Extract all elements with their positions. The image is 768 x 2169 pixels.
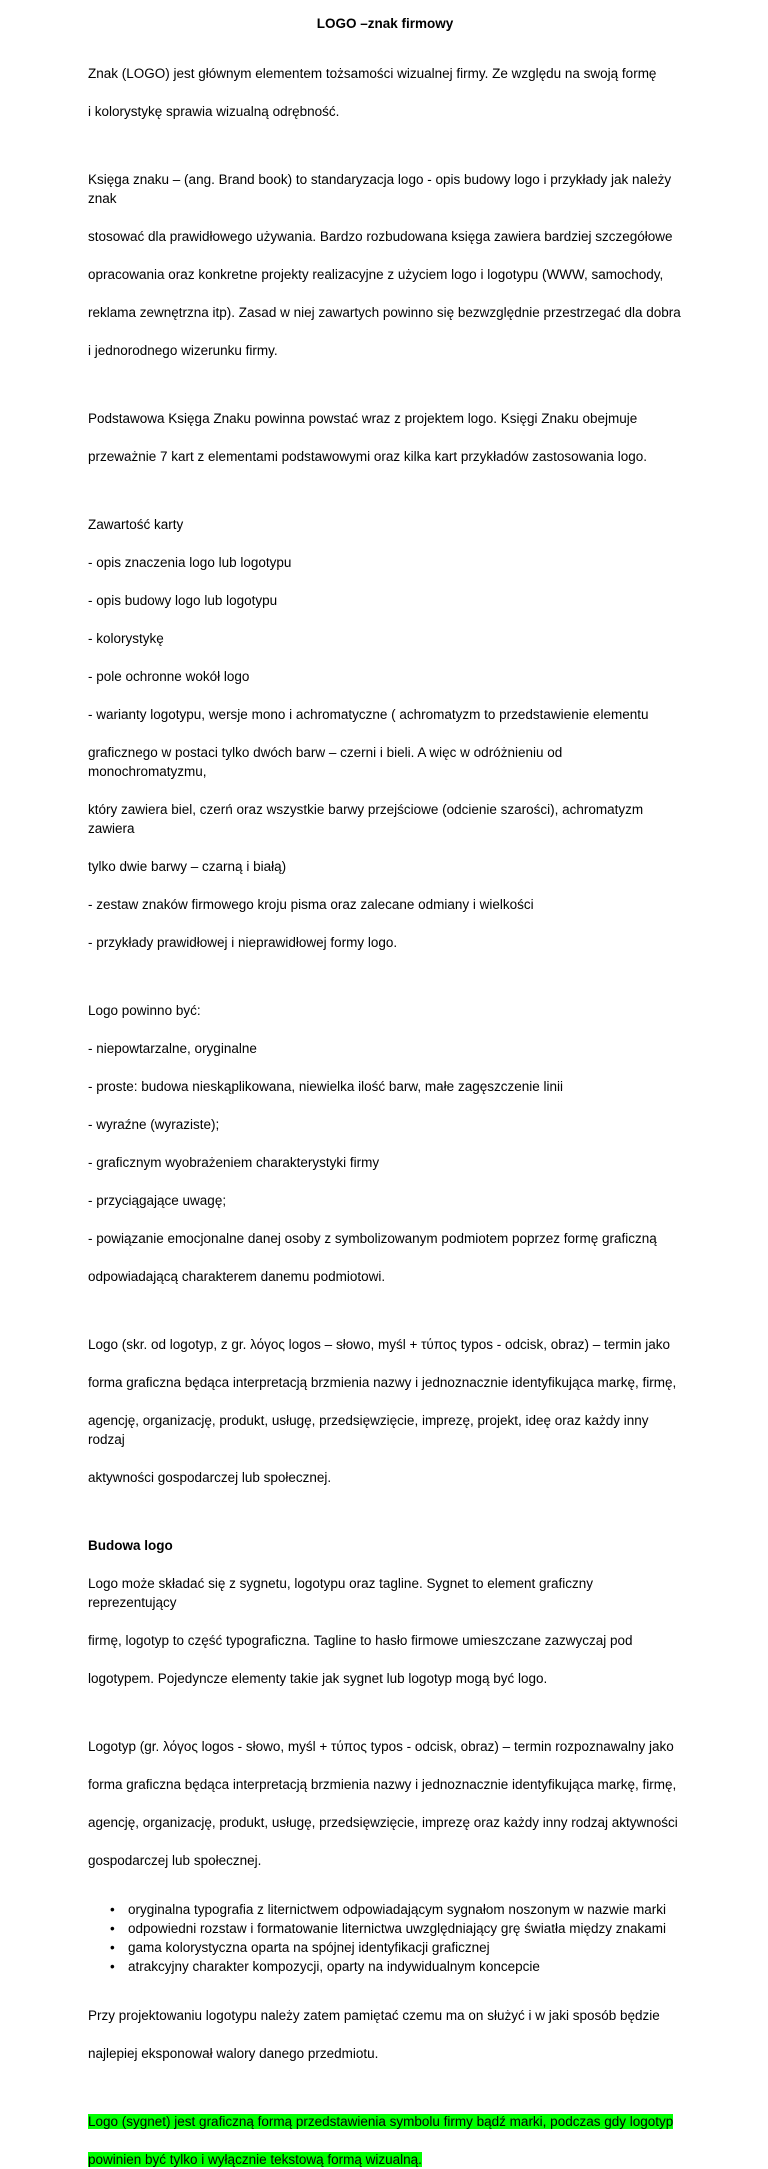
text-line: najlepiej eksponował walory danego przedmiotu.: [88, 2046, 379, 2061]
text-line: tylko dwie barwy – czarną i białą): [88, 859, 287, 874]
highlighted-text: powinien być tylko i wyłącznie tekstową formą wizualną.: [88, 2152, 422, 2167]
text-line: agencję, organizację, produkt, usługę, przedsięwzięcie, imprezę oraz każdy inny rodzaj aktywności: [88, 1815, 678, 1830]
text-line: gospodarczej lub społecznej.: [88, 1853, 262, 1868]
text-line: przeważnie 7 kart z elementami podstawowymi oraz kilka kart przykładów zastosowania logo.: [88, 449, 647, 464]
paragraph-intro: [88, 45, 682, 140]
text-line: - przykłady prawidłowej i nieprawidłowej formy logo.: [88, 935, 398, 950]
text-line: i kolorystykę sprawia wizualną odrębność.: [88, 104, 340, 119]
text-line: - niepowtarzalne, oryginalne: [88, 1041, 257, 1056]
text-line: reklama zewnętrzna itp). Zasad w niej zawartych powinno się bezwzględnie przestrzegać dla dobra: [88, 305, 681, 320]
bullet-icon: •: [110, 1959, 115, 1974]
text-line: Podstawowa Księga Znaku powinna powstać wraz z projektem logo. Księgi Znaku obejmuje: [88, 411, 638, 426]
text-line: - powiązanie emocjonalne danej osoby z symbolizowanym podmiotem poprzez formę graficzną: [88, 1231, 657, 1246]
document-title: LOGO –znak firmowy: [316, 16, 454, 31]
paragraph-logotype-design: [88, 1987, 682, 2082]
text-line: logotypem. Pojedyncze elementy takie jak sygnet lub logotyp mogą być logo.: [88, 1671, 548, 1686]
text-line: który zawiera biel, czerń oraz wszystkie barwy przejściowe (odcienie szarości), achromatyzm zawiera: [88, 802, 644, 836]
list-item: [88, 1957, 682, 1976]
text-line: opracowania oraz konkretne projekty realizacyjne z użyciem logo i logotypu (WWW, samochody,: [88, 267, 664, 282]
text-line: firmę, logotyp to część typograficzna. Tagline to hasło firmowe umieszczane zazwyczaj pod: [88, 1633, 633, 1648]
text-line: odpowiadającą charakterem danemu podmiotowi.: [88, 1269, 386, 1284]
bullet-icon: •: [110, 1902, 115, 1917]
text-line: - warianty logotypu, wersje mono i achromatyczne ( achromatyzm to przedstawienie elementu: [88, 707, 649, 722]
paragraph-logotype-definition: [88, 1718, 682, 1889]
text-line: - opis znaczenia logo lub logotypu: [88, 555, 292, 570]
text-line: stosować dla prawidłowego używania. Bardzo rozbudowana księga zawiera bardziej szczegółowe: [88, 229, 673, 244]
list-item-text: atrakcyjny charakter kompozycji, oparty na indywidualnym koncepcie: [128, 1959, 540, 1974]
paragraph-logo-definition: [88, 1316, 682, 1506]
text-line: Logo może składać się z sygnetu, logotypu oraz tagline. Sygnet to element graficzny reprezentujący: [88, 1576, 594, 1610]
text-line: agencję, organizację, produkt, usługę, przedsięwzięcie, imprezę, projekt, ideę oraz każdy inny rodzaj: [88, 1413, 649, 1447]
list-item: [88, 1919, 682, 1938]
paragraph-logo-structure: [88, 1517, 682, 1707]
list-item: [88, 1938, 682, 1957]
text-line: forma graficzna będąca interpretacją brzmienia nazwy i jednoznacznie identyfikująca markę, firmę,: [88, 1777, 677, 1792]
text-line: Księga znaku – (ang. Brand book) to standaryzacja logo - opis budowy logo i przykłady jak należy znak: [88, 172, 672, 206]
list-item-text: oryginalna typografia z liternictwem odpowiadającym sygnałom noszonym w nazwie marki: [128, 1902, 666, 1917]
paragraph-highlighted-summary: [88, 2093, 682, 2169]
bullet-list: [88, 1900, 682, 1976]
text-line: Logotyp (gr. λόγος logos - słowo, myśl + τύπος typos - odcisk, obraz) – termin rozpoznawalny jako: [88, 1739, 674, 1754]
list-item-text: gama kolorystyczna oparta na spójnej identyfikacji graficznej: [128, 1940, 490, 1955]
text-line: aktywności gospodarczej lub społecznej.: [88, 1470, 332, 1485]
text-line: Logo powinno być:: [88, 1003, 201, 1018]
paragraph-logo-should-be: [88, 982, 682, 1305]
text-line: graficznego w postaci tylko dwóch barw – czerni i bieli. A więc w odróżnieniu od monochromatyzmu,: [88, 745, 563, 779]
text-line: Przy projektowaniu logotypu należy zatem pamiętać czemu ma on służyć i w jaki sposób będzie: [88, 2008, 660, 2023]
text-line: Znak (LOGO) jest głównym elementem tożsamości wizualnej firmy. Ze względu na swoją formę: [88, 66, 657, 81]
text-line: - pole ochronne wokół logo: [88, 669, 250, 684]
bullet-icon: •: [110, 1921, 115, 1936]
bullet-icon: •: [110, 1940, 115, 1955]
paragraph-brand-book: [88, 151, 682, 379]
list-item: [88, 1900, 682, 1919]
text-line: - zestaw znaków firmowego kroju pisma oraz zalecane odmiany i wielkości: [88, 897, 534, 912]
text-line: - kolorystykę: [88, 631, 164, 646]
text-line: forma graficzna będąca interpretacją brzmienia nazwy i jednoznacznie identyfikująca markę, firmę,: [88, 1375, 677, 1390]
text-line: Zawartość karty: [88, 517, 184, 532]
text-line: i jednorodnego wizerunku firmy.: [88, 343, 278, 358]
text-line: - przyciągające uwagę;: [88, 1193, 227, 1208]
section-heading: Budowa logo: [88, 1538, 173, 1553]
paragraph-card-contents: [88, 496, 682, 971]
list-item-text: odpowiedni rozstaw i formatowanie liternictwa uwzględniający grę światła między znakami: [128, 1921, 666, 1936]
text-line: - proste: budowa nieskąplikowana, niewielka ilość barw, małe zagęszczenie linii: [88, 1079, 563, 1094]
paragraph-basic-book: [88, 390, 682, 485]
text-line: Logo (skr. od logotyp, z gr. λόγος logos – słowo, myśl + τύπος typos - odcisk, obraz) – termin jako: [88, 1337, 671, 1352]
text-line: - wyraźne (wyraziste);: [88, 1117, 220, 1132]
highlighted-text: Logo (sygnet) jest graficzną formą przedstawienia symbolu firmy bądź marki, podczas gdy logotyp: [88, 2114, 674, 2129]
text-line: - graficznym wyobrażeniem charakterystyki firmy: [88, 1155, 380, 1170]
text-line: - opis budowy logo lub logotypu: [88, 593, 278, 608]
